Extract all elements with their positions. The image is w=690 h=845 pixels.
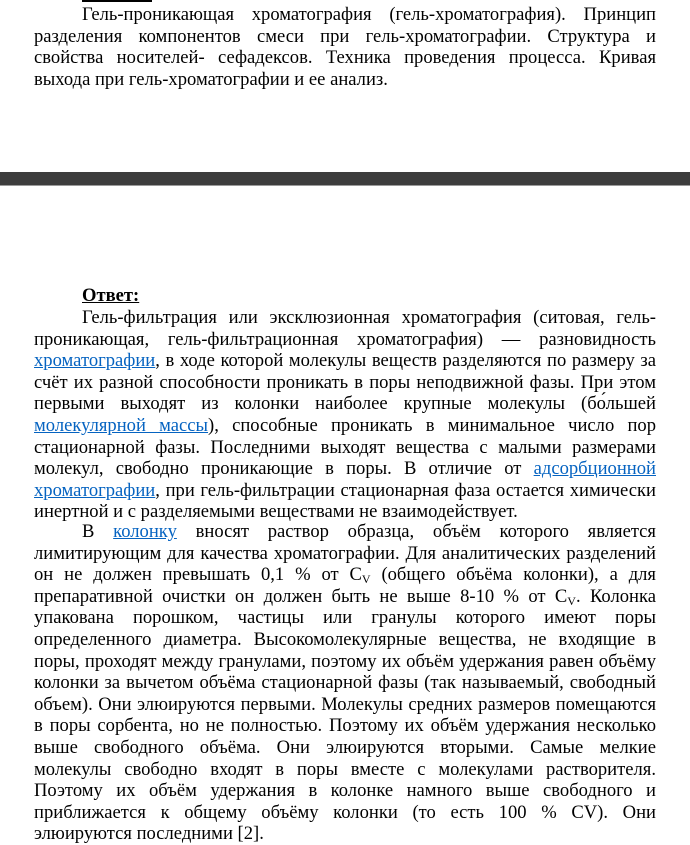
paragraph-text: В <box>82 521 114 542</box>
link-column[interactable]: колонку <box>113 521 177 542</box>
subscript-v: V <box>361 572 371 587</box>
paragraph-text: , в ходе которой молекулы веществ разделяются по размеру за счёт их разной способности проникать в поры неподвижной фазы. При этом первыми выходят из колонки наиболее крупные молекулы (бо́льшей <box>34 350 656 415</box>
paragraph-text: , при гель-фильтрации стационарная фаза остается химически инертной и с разделяемыми веществами не взаимодействует. <box>34 479 656 523</box>
paragraph-text: вносят раствор образца, объём которого является лимитирующим для качества хроматографии. Для аналитических разделений он не должен превышать 0,1 % от C <box>34 521 656 586</box>
paragraph-text: Гель-фильтрация или эксклюзионная хроматография (ситовая, гель-проникающая, гель-фильтрационная хроматография) — разновидность <box>34 307 656 350</box>
link-chromatography[interactable]: хроматографии <box>34 350 156 372</box>
answer-paragraph-1 <box>34 307 656 523</box>
page-top <box>0 0 690 172</box>
answer-paragraph-2 <box>34 521 656 845</box>
paragraph-text: . Колонка упакована порошком, частицы или гранулы которого имеют поры определенного диаметра. Высокомолекулярные вещества, не входящие в поры, проходят между гранулами, поэтому их объём удержания равен объёму колонки за вычетом объёма стационарной фазы (так называемый, свободный объем). Они элюируются первыми. Молекулы средних размеров помещаются в поры сорбента, но не полностью. Поэтому их объём удержания несколько выше свободного объёма. Они элюируются вторыми. Самые мелкие молекулы свободно входят в поры вместе с молекулами растворителя. Поэтому их объём удержания в колонке намного выше свободного и приближается к общему объёму колонки (то есть 100 % CV). Они элюируются последними [2]. <box>34 585 656 845</box>
link-adsorption-chromatography[interactable]: адсорбционной хроматографии <box>34 458 656 501</box>
answer-title: Ответ: <box>82 285 140 306</box>
subscript-v: V <box>567 593 576 608</box>
question-text: Гель-проникающая хроматография (гель-хроматография). Принцип разделения компонентов смеси при гель-хроматографии. Структура и свойства носителей- сефадексов. Техника проведения процесса. Кривая выхода при гель-хроматографии и ее анализ. <box>34 4 656 90</box>
top-rule <box>82 0 152 2</box>
page-separator <box>0 172 690 185</box>
paragraph-text: (общего объёма колонки), а для препаративной очистки он должен быть не выше 8-10 % от C <box>34 564 656 607</box>
link-molecular-mass[interactable]: молекулярной массы <box>34 414 209 436</box>
paragraph-text: ), способные проникать в минимальное число пор стационарной фазы. Последними выходят вещества с малыми размерами молекул, свободно проникающие в поры. В отличие от <box>34 414 656 480</box>
